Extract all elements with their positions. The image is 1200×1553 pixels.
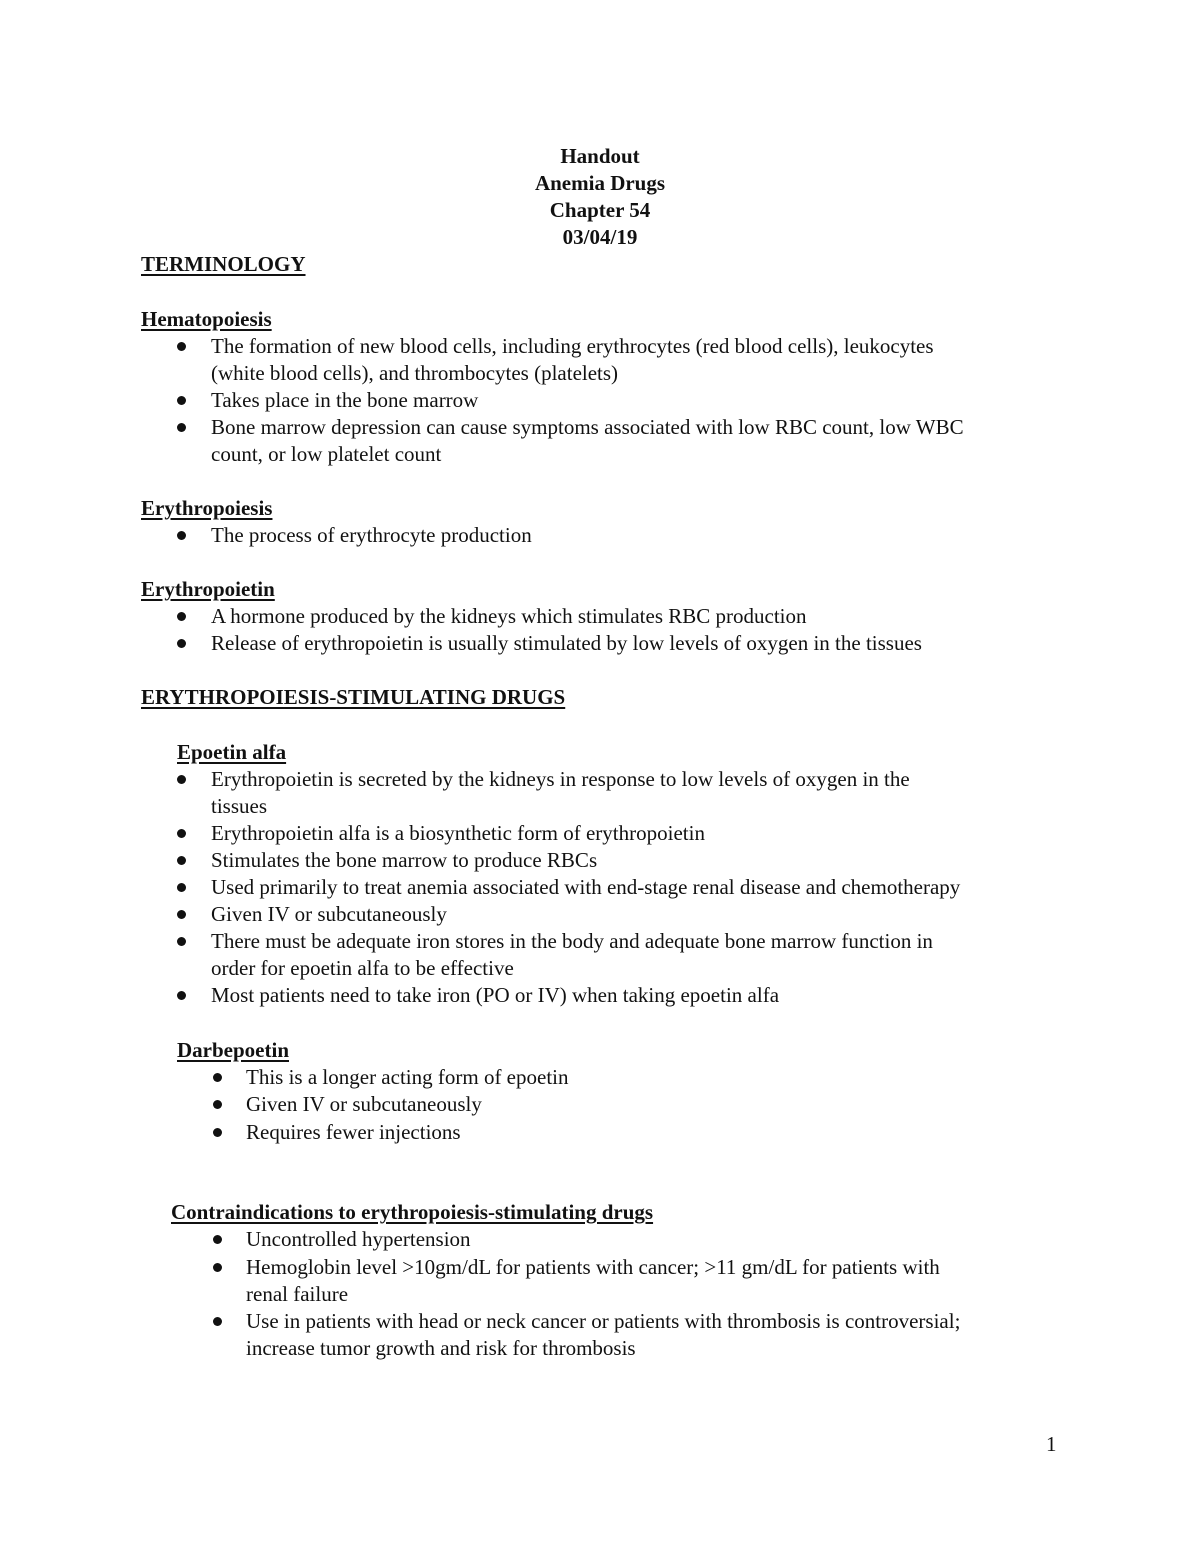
- list-item: A hormone produced by the kidneys which stimulates RBC production: [211, 604, 807, 628]
- list-item-continuation: (white blood cells), and thrombocytes (platelets): [211, 361, 619, 385]
- chapter-label: Chapter 54: [549, 198, 651, 222]
- document-date: 03/04/19: [562, 225, 638, 249]
- list-item: Most patients need to take iron (PO or IV) when taking epoetin alfa: [211, 983, 780, 1007]
- bullet-dot: [177, 775, 186, 784]
- list-item: Erythropoietin is secreted by the kidneys in response to low levels of oxygen in the: [211, 767, 910, 791]
- bullet-dot: [177, 991, 186, 1000]
- subheading-erythropoiesis: Erythropoiesis: [141, 496, 273, 520]
- list-item: Hemoglobin level >10gm/dL for patients with cancer; >11 gm/dL for patients with: [246, 1255, 940, 1279]
- list-item: Erythropoietin alfa is a biosynthetic form of erythropoietin: [211, 821, 705, 845]
- bullet-dot: [213, 1235, 222, 1244]
- bullet-dot: [177, 856, 186, 865]
- bullet-dot: [213, 1128, 222, 1137]
- list-item-continuation: order for epoetin alfa to be effective: [211, 956, 514, 980]
- list-item: Given IV or subcutaneously: [246, 1092, 482, 1116]
- list-item: Stimulates the bone marrow to produce RBCs: [211, 848, 598, 872]
- list-item: Use in patients with head or neck cancer or patients with thrombosis is controversial;: [246, 1309, 961, 1333]
- bullet-dot: [177, 829, 186, 838]
- bullet-dot: [177, 396, 186, 405]
- list-item-continuation: increase tumor growth and risk for thrombosis: [246, 1336, 636, 1360]
- list-item: Used primarily to treat anemia associated with end-stage renal disease and chemotherapy: [211, 875, 961, 899]
- bullet-dot: [177, 910, 186, 919]
- list-item: The process of erythrocyte production: [211, 523, 532, 547]
- bullet-dot: [213, 1317, 222, 1326]
- list-item-continuation: count, or low platelet count: [211, 442, 442, 466]
- document-title: Handout: [560, 144, 640, 168]
- list-item: Requires fewer injections: [246, 1120, 461, 1144]
- list-item: Given IV or subcutaneously: [211, 902, 447, 926]
- bullet-dot: [177, 639, 186, 648]
- subheading-hematopoiesis: Hematopoiesis: [141, 307, 272, 331]
- subheading-epoetin-alfa: Epoetin alfa: [177, 740, 287, 764]
- bullet-dot: [213, 1263, 222, 1272]
- list-item: Bone marrow depression can cause symptoms associated with low RBC count, low WBC: [211, 415, 964, 439]
- list-item: The formation of new blood cells, including erythrocytes (red blood cells), leukocytes: [211, 334, 934, 358]
- bullet-dot: [177, 342, 186, 351]
- bullet-dot: [177, 937, 186, 946]
- bullet-dot: [177, 423, 186, 432]
- list-item: There must be adequate iron stores in the body and adequate bone marrow function in: [211, 929, 933, 953]
- bullet-dot: [213, 1073, 222, 1082]
- section-heading-terminology: TERMINOLOGY: [141, 252, 306, 276]
- page-number: 1: [1046, 1432, 1057, 1456]
- bullet-dot: [213, 1100, 222, 1109]
- section-heading-esd: ERYTHROPOIESIS-STIMULATING DRUGS: [141, 685, 566, 709]
- list-item: Takes place in the bone marrow: [211, 388, 479, 412]
- subheading-darbepoetin: Darbepoetin: [177, 1038, 289, 1062]
- list-item-continuation: tissues: [211, 794, 268, 818]
- document-subtitle: Anemia Drugs: [534, 171, 666, 195]
- bullet-dot: [177, 531, 186, 540]
- subheading-erythropoietin: Erythropoietin: [141, 577, 275, 601]
- subheading-contraindications: Contraindications to erythropoiesis-stimulating drugs: [171, 1200, 654, 1224]
- bullet-dot: [177, 883, 186, 892]
- list-item-continuation: renal failure: [246, 1282, 349, 1306]
- list-item: This is a longer acting form of epoetin: [246, 1065, 569, 1089]
- list-item: Uncontrolled hypertension: [246, 1227, 471, 1251]
- list-item: Release of erythropoietin is usually stimulated by low levels of oxygen in the tissues: [211, 631, 922, 655]
- bullet-dot: [177, 612, 186, 621]
